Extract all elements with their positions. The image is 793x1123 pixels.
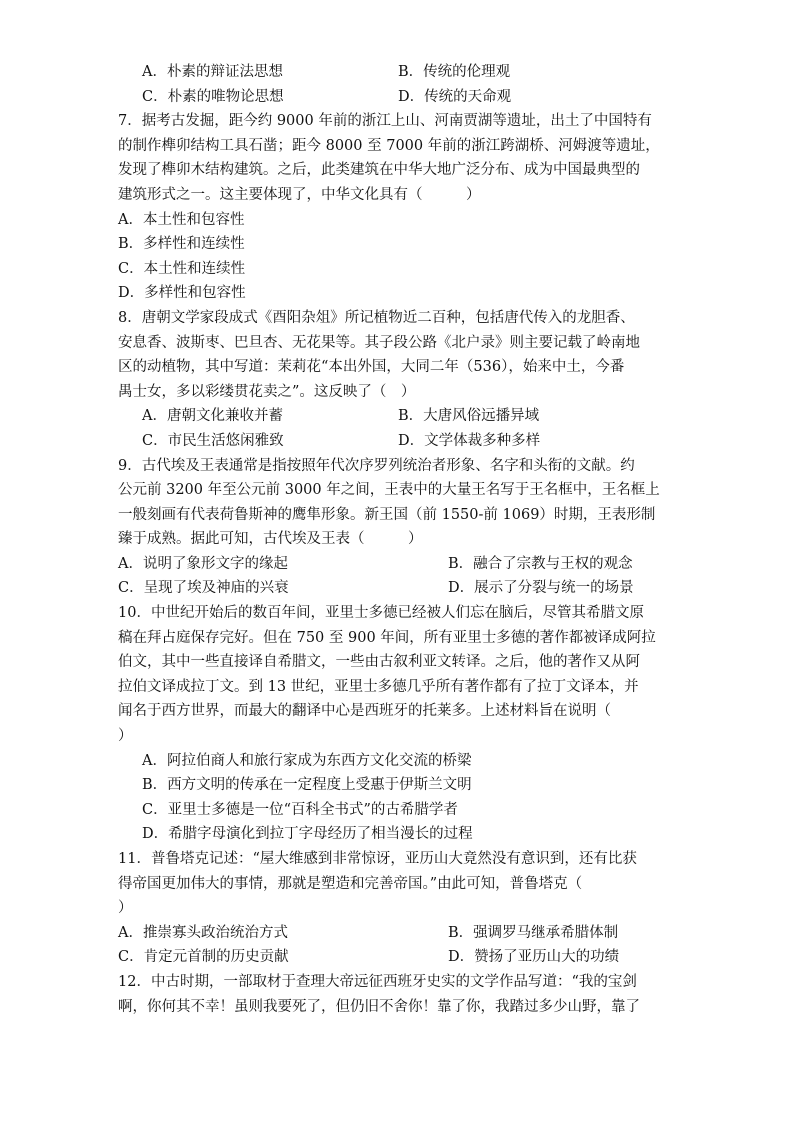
question-8: [118, 306, 678, 454]
exam-page: [118, 60, 678, 1019]
q8-stem-line: 区的动植物，其中写道：茉莉花“本出外国，大同二年（536），始来中土，今番: [118, 359, 625, 376]
q10-stem-line: 10．中世纪开始后的数百年间，亚里士多德已经被人们忘在脑后，尽管其希腊文原: [118, 605, 644, 622]
q8-stem-line: 禺士女，多以彩缕贯花卖之”。这反映了（ ）: [118, 383, 416, 400]
q7-option-a: A．本土性和包容性: [118, 211, 245, 228]
q11-options-row-1: [118, 921, 678, 946]
q8-stem-line: 安息香、波斯枣、巴旦杏、无花果等。其子段公路《北户录》则主要记载了岭南地: [118, 334, 640, 351]
q6-option-d: D．传统的天命观: [398, 88, 512, 105]
q7-stem-line: 建筑形式之一。这主要体现了，中华文化具有（ ）: [118, 186, 481, 203]
q6-options-row-1: [118, 60, 678, 85]
q6-options-row-2: [118, 85, 678, 110]
q6-option-a: A．朴素的辩证法思想: [142, 64, 283, 80]
q8-options-row-1: [118, 404, 678, 429]
q7-stem-line: 7．据考古发掘，距今约 9000 年前的浙江上山、河南贾湖等遗址，出土了中国特有: [118, 113, 652, 130]
q9-option-a: A．说明了象形文字的缘起: [118, 555, 288, 572]
question-12: [118, 970, 678, 1019]
q10-stem-line: 拉伯文译成拉丁文。到 13 世纪，亚里士多德几乎所有著作都有了拉丁文译本，并: [118, 678, 639, 695]
q9-option-c: C．呈现了埃及神庙的兴衰: [118, 580, 289, 597]
q8-option-d: D．文学体裁多种多样: [398, 432, 541, 449]
q9-stem-line: 一般刻画有代表荷鲁斯神的鹰隼形象。新王国（前 1550-前 1069）时期，王表形制: [118, 506, 656, 523]
q7-stem-line: 的制作榫卯结构工具石凿；距今 8000 至 7000 年前的浙江跨湖桥、河姆渡等遗址，: [118, 137, 660, 154]
q11-option-c: C．肯定元首制的历史贡献: [118, 949, 289, 966]
q8-stem-line: 8．唐朝文学家段成式《酉阳杂俎》所记植物近二百种，包括唐代传入的龙胆香、: [118, 309, 635, 326]
q7-stem-line: 发现了榫卯木结构建筑。之后，此类建筑在中华大地广泛分布、成为中国最典型的: [118, 162, 640, 179]
question-9: [118, 454, 678, 602]
q11-option-a: A．推崇寡头政治统治方式: [118, 924, 288, 941]
q9-options-row-1: [118, 552, 678, 577]
q10-stem-line: 闻名于西方世界，而最大的翻译中心是西班牙的托莱多。上述材料旨在说明（: [118, 703, 611, 720]
q8-option-a: A．唐朝文化兼收并蓄: [142, 408, 283, 425]
q9-stem-line: 臻于成熟。据此可知，古代埃及王表（ ）: [118, 531, 423, 548]
q9-stem-line: 9．古代埃及王表通常是指按照年代次序罗列统治者形象、名字和头衔的文献。约: [118, 457, 635, 474]
q10-option-a: A．阿拉伯商人和旅行家成为东西方文化交流的桥梁: [142, 752, 472, 769]
q12-stem-line: 12．中古时期，一部取材于查理大帝远征西班牙史实的文学作品写道：“我的宝剑: [118, 973, 637, 990]
q11-stem-line: 得帝国更加伟大的事情，那就是塑造和完善帝国。”由此可知，普鲁塔克（: [118, 875, 583, 892]
q10-option-c: C．亚里士多德是一位“百科全书式”的古希腊学者: [142, 801, 458, 818]
question-7: [118, 109, 678, 306]
q9-option-b: B．融合了宗教与王权的观念: [448, 555, 633, 572]
question-10: [118, 601, 678, 847]
q10-stem-line: ）: [118, 728, 133, 745]
question-11: [118, 847, 678, 970]
q11-option-d: D．赞扬了亚历山大的功绩: [448, 949, 620, 966]
q11-stem-line: 11．普鲁塔克记述：“屋大维感到非常惊讶，亚历山大竟然没有意识到，还有比获: [118, 851, 637, 867]
q11-stem-line: ）: [118, 900, 133, 917]
q12-stem-line: 啊，你何其不幸！虽则我要死了，但仍旧不舍你！靠了你，我踏过多少山野，靠了: [118, 998, 640, 1015]
q9-stem-line: 公元前 3200 年至公元前 3000 年之间，王表中的大量王名写于王名框中，王名框上: [118, 482, 660, 499]
q8-option-b: B．大唐风俗远播异域: [398, 408, 540, 425]
q7-option-c: C．本土性和连续性: [118, 260, 246, 277]
q11-option-b: B．强调罗马继承希腊体制: [448, 924, 619, 941]
q10-stem-line: 稿在拜占庭保存完好。但在 750 至 900 年间，所有亚里士多德的著作都被译成阿拉: [118, 629, 656, 646]
q8-option-c: C．市民生活悠闲雅致: [142, 432, 284, 449]
q11-options-row-2: [118, 945, 678, 970]
q6-option-b: B．传统的伦理观: [398, 64, 511, 80]
q7-option-b: B．多样性和连续性: [118, 236, 245, 253]
q9-option-d: D．展示了分裂与统一的场景: [448, 580, 634, 597]
q9-options-row-2: [118, 576, 678, 601]
q8-options-row-2: [118, 429, 678, 454]
q10-stem-line: 伯文，其中一些直接译自希腊文，一些由古叙利亚文转译。之后，他的著作又从阿: [118, 654, 640, 671]
q6-option-c: C．朴素的唯物论思想: [142, 88, 284, 105]
q10-option-d: D．希腊字母演化到拉丁字母经历了相当漫长的过程: [142, 826, 473, 843]
q7-option-d: D．多样性和包容性: [118, 285, 246, 302]
q10-option-b: B．西方文明的传承在一定程度上受惠于伊斯兰文明: [142, 777, 472, 794]
